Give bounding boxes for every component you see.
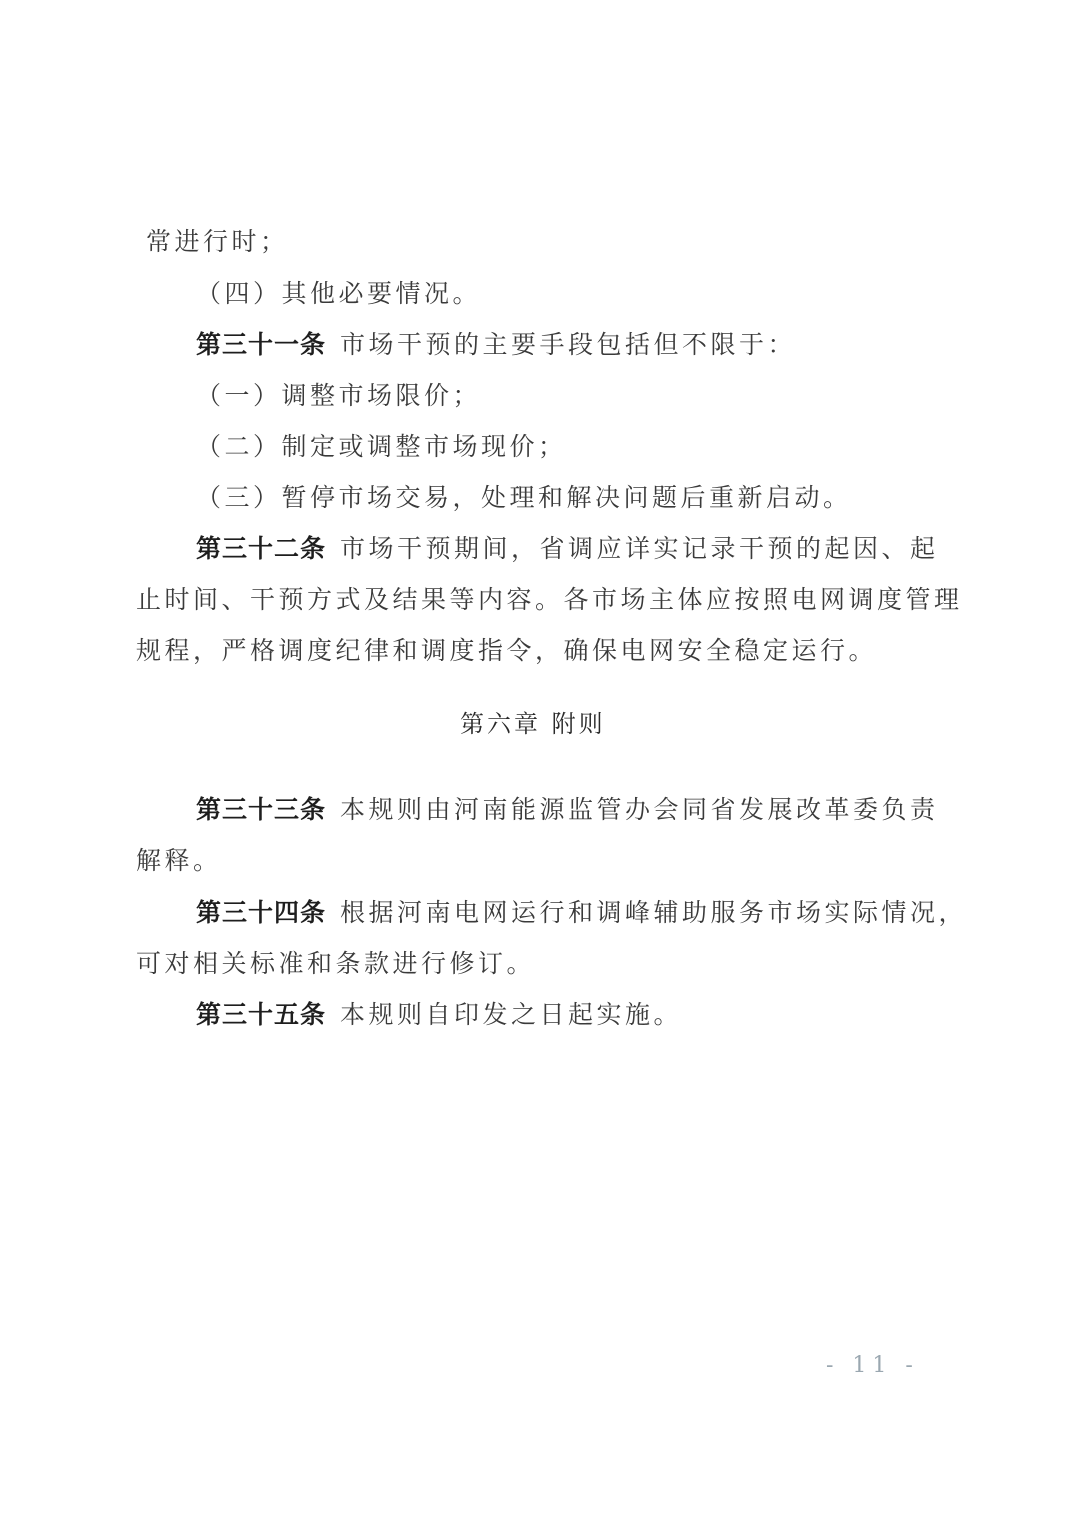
- paragraph-line: 止时间、干预方式及结果等内容。各市场主体应按照电网调度管理: [136, 585, 963, 614]
- list-item-1: （一）调整市场限价；: [196, 381, 482, 410]
- paragraph-line: 常进行时；: [146, 227, 289, 256]
- page-number: - 11 -: [826, 1353, 919, 1378]
- article-33-text: 本规则由河南能源监管办会同省发展改革委负责: [340, 795, 939, 824]
- article-31: [196, 328, 796, 362]
- chapter-heading: 第六章 附则: [460, 710, 606, 738]
- list-item-3: （三）暂停市场交易，处理和解决问题后重新启动。: [196, 483, 852, 512]
- article-33: [196, 793, 939, 827]
- article-32: [196, 532, 939, 566]
- article-32-label: 第三十二条: [196, 534, 327, 563]
- paragraph-line: 解释。: [136, 846, 222, 875]
- article-34-text: 根据河南电网运行和调峰辅助服务市场实际情况，: [340, 898, 968, 927]
- paragraph-line: 规程，严格调度纪律和调度指令，确保电网安全稳定运行。: [136, 636, 878, 665]
- article-33-label: 第三十三条: [196, 795, 327, 824]
- article-35-text: 本规则自印发之日起实施。: [340, 1000, 683, 1029]
- article-31-text: 市场干预的主要手段包括但不限于：: [340, 330, 797, 359]
- article-32-text: 市场干预期间，省调应详实记录干预的起因、起: [340, 534, 939, 563]
- article-35: [196, 998, 682, 1032]
- article-34: [196, 896, 967, 930]
- paragraph-line: 可对相关标准和条款进行修订。: [136, 949, 536, 978]
- list-item-4: （四）其他必要情况。: [196, 279, 482, 308]
- list-item-2: （二）制定或调整市场现价；: [196, 432, 567, 461]
- article-35-label: 第三十五条: [196, 1000, 327, 1029]
- article-34-label: 第三十四条: [196, 898, 327, 927]
- article-31-label: 第三十一条: [196, 330, 327, 359]
